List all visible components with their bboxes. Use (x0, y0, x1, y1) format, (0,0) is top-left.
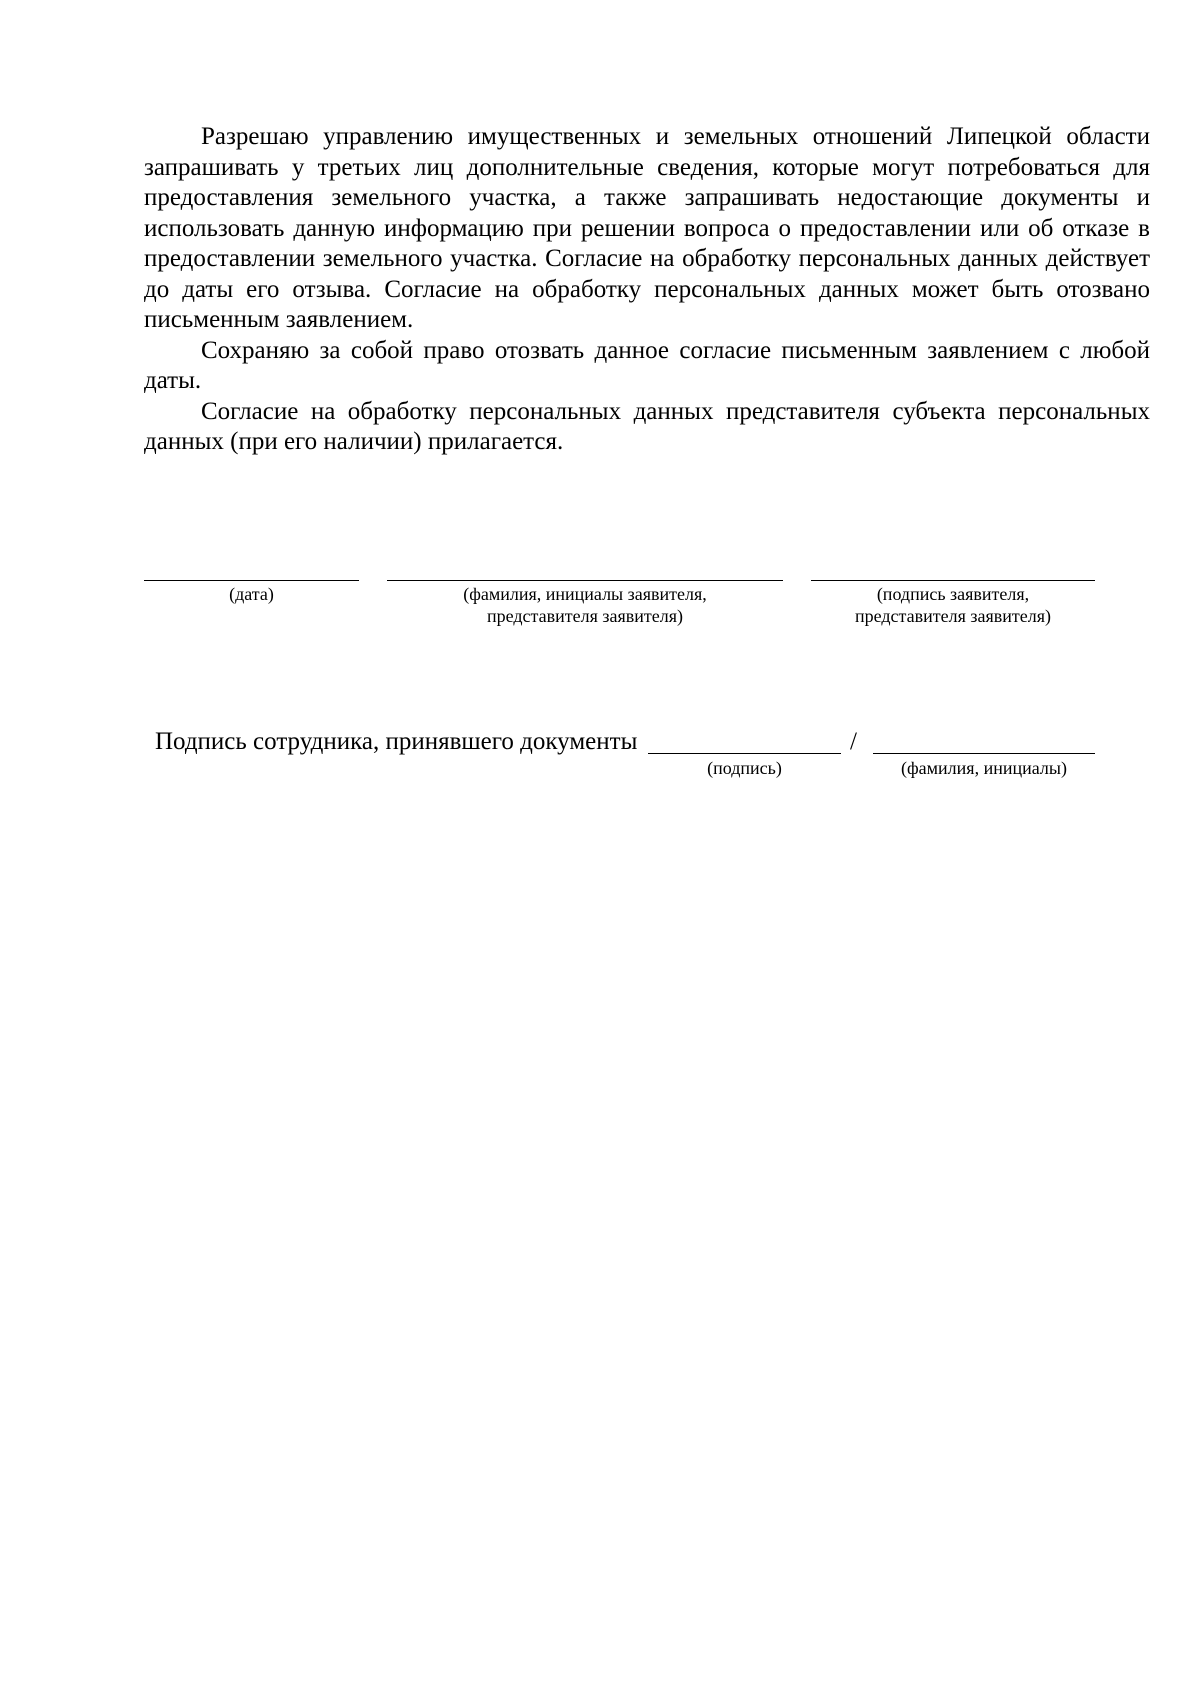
paragraph-permission: Разрешаю управлению имущественных и земельных отношений Липецкой области запрашивать у третьих лиц дополнительные сведения, которые могут потребоваться для предоставления земельного участка, а также запрашивать недостающие документы и использовать данную информацию при решении вопроса о предоставлении или об отказе в предоставлении земельного участка. Согласие на обработку персональных данных действует до даты его отзыва. Согласие на обработку персональных данных может быть отозвано письменным заявлением. (144, 123, 1150, 333)
date-caption: (дата) (229, 584, 274, 604)
date-line (144, 580, 359, 581)
paragraph-withdrawal-right: Сохраняю за собой право отозвать данное согласие письменным заявлением с любой даты. (144, 336, 1150, 394)
paragraph-representative-consent: Согласие на обработку персональных данных представителя субъекта персональных данных (при его наличии) прилагается. (144, 397, 1150, 455)
applicant-signature-caption-line1: (подпись заявителя, (876, 584, 1030, 604)
staff-signature-caption: (подпись) (707, 758, 782, 778)
applicant-name-line (387, 580, 783, 581)
applicant-name-caption-line1: (фамилия, инициалы заявителя, (463, 584, 707, 604)
applicant-signature-block (0, 580, 1200, 640)
staff-signature-field (648, 727, 841, 779)
applicant-name-field (387, 580, 783, 627)
consent-text (144, 122, 1150, 458)
applicant-signature-line (811, 580, 1095, 581)
separator-slash: / (850, 728, 857, 755)
staff-name-line (873, 727, 1095, 754)
staff-name-caption: (фамилия, инициалы) (901, 758, 1067, 778)
applicant-signature-field (811, 580, 1095, 627)
date-field (144, 580, 359, 605)
staff-signature-line (648, 727, 841, 754)
staff-signature-label: Подпись сотрудника, принявшего документы (155, 728, 638, 755)
applicant-name-caption-line2: представителя заявителя) (487, 606, 683, 626)
applicant-signature-caption-line2: представителя заявителя) (855, 606, 1051, 626)
staff-name-field (873, 727, 1095, 779)
staff-signature-block (0, 727, 1200, 787)
